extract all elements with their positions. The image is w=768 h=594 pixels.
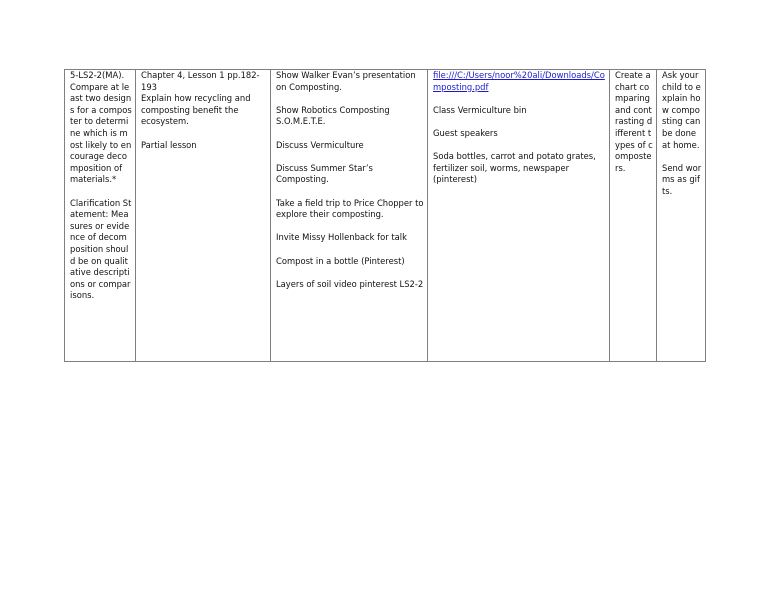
resource-item: Guest speakers xyxy=(433,127,498,138)
assessment-text: Create a chart comparing and contrasting different types of composters. xyxy=(615,70,653,173)
activity-item: Layers of soil video pinterest LS2-2 xyxy=(276,278,424,289)
activities-cell xyxy=(271,70,428,362)
home-connection-cell xyxy=(657,70,706,362)
resource-item: Soda bottles, carrot and potato grates, fertilizer soil, worms, newspaper (pinterest) xyxy=(433,151,596,185)
assessment-cell xyxy=(610,70,657,362)
resource-item: Class Vermiculture bin xyxy=(433,104,527,115)
activity-item: Show Walker Evan’s presentation on Composting. xyxy=(276,70,416,92)
composting-pdf-link[interactable]: file:///C:/Users/noor%20ali/Downloads/Composting.pdf xyxy=(433,70,605,92)
home-item: Send worms as gifts. xyxy=(662,162,702,196)
partial-lesson-text: Partial lesson xyxy=(141,139,197,150)
lesson-plan-row xyxy=(65,70,706,362)
lesson-cell xyxy=(136,70,271,362)
standard-cell xyxy=(65,70,136,362)
clarification-text: Clarification Statement: Measures or evidence of decomposition should be on qualitative descriptions or comparisons. xyxy=(70,197,132,301)
activity-item: Invite Missy Hollenback for talk xyxy=(276,232,407,243)
activity-item: Discuss Summer Star’s Composting. xyxy=(276,162,373,185)
activity-item: Take a field trip to Price Chopper to explore their composting. xyxy=(276,197,424,220)
resources-cell xyxy=(428,70,610,362)
lesson-plan-table xyxy=(64,69,706,362)
standard-text: 5-LS2-2(MA). Compare at least two designs for a composter to determine which is most likely to encourage decomposition of materials.* xyxy=(70,70,132,185)
objective-text: Explain how recycling and composting benefit the ecosystem. xyxy=(141,93,251,127)
home-item: Ask your child to explain how composting can be done at home. xyxy=(662,70,701,150)
activity-item: Discuss Vermiculture xyxy=(276,139,364,150)
activity-item: Show Robotics Composting S.O.M.E.T.E. xyxy=(276,104,390,127)
activity-item: Compost in a bottle (Pinterest) xyxy=(276,255,405,266)
chapter-text: Chapter 4, Lesson 1 pp.182-193 xyxy=(141,70,260,92)
